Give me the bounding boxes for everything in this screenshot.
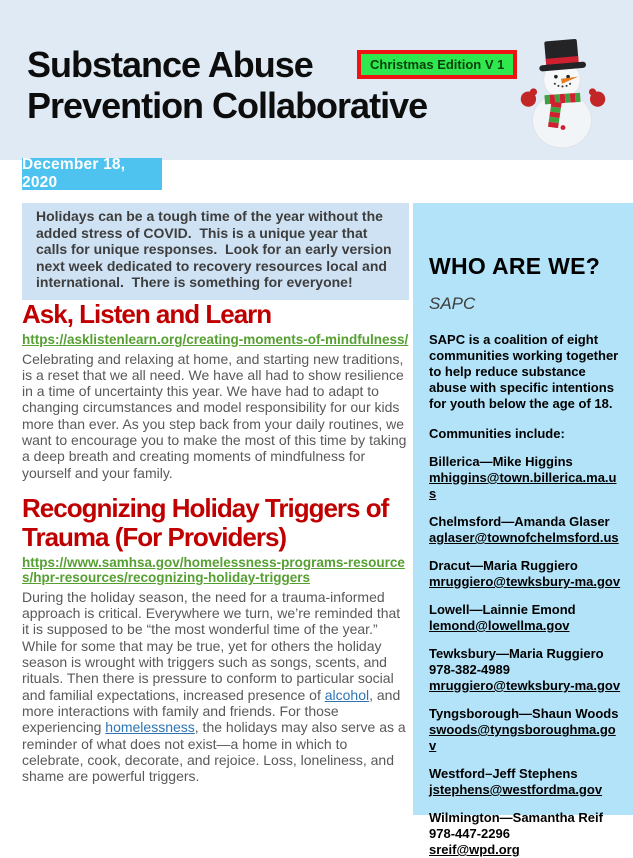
community-email[interactable]: swoods@tyngsboroughma.gov — [429, 722, 616, 753]
holiday-triggers-text-1: During the holiday season, the need for a trauma-informed approach is critical. Everywhere we turn, we’re reminded that it is supposed to be “the most wonderful time of the year.” While for some that may be true, yet for others the holiday season is wrought with triggers such as songs, scents, and rituals. Then there is pressure to conform to particular social and familial expectations, increased presence of — [22, 588, 401, 703]
section-heading-holiday-triggers: Recognizing Holiday Triggers of Trauma (For Providers) — [22, 492, 389, 552]
holiday-triggers-text-3: , the holidays may also serve as a reminder of what does not exist—a home in which to celebrate, cook, decorate, and rejoice. Loss, loneliness, and shame are powerful triggers. — [22, 719, 406, 785]
community-name: Billerica—Mike Higgins — [429, 454, 573, 469]
community-entry-westford — [429, 766, 621, 798]
community-entry-dracut — [429, 558, 621, 590]
page-title-line2: Prevention Collaborative — [27, 85, 428, 126]
community-email[interactable]: aglaser@townofchelmsford.us — [429, 530, 619, 545]
community-email[interactable]: sreif@wpd.org — [429, 842, 520, 857]
community-email[interactable]: mhiggins@town.billerica.ma.us — [429, 470, 617, 501]
samhsa-link[interactable]: https://www.samhsa.gov/homelessness-programs-resources/hpr-resources/recognizing-holiday-triggers — [22, 554, 405, 586]
homelessness-link[interactable]: homelessness — [105, 719, 195, 736]
community-entry-lowell — [429, 602, 621, 634]
section-heading-ask-listen-learn: Ask, Listen and Learn — [22, 299, 272, 329]
page-title-line1: Substance Abuse — [27, 44, 313, 85]
community-name: Wilmington—Samantha Reif — [429, 810, 603, 825]
community-name: Chelmsford—Amanda Glaser — [429, 514, 610, 529]
community-name: Lowell—Lainnie Emond — [429, 602, 576, 617]
community-name: Tyngsborough—Shaun Woods — [429, 706, 619, 721]
header-band — [0, 0, 633, 160]
sapc-description: SAPC is a coalition of eight communities working together to help reduce substance abuse with specific intentions for youth below the age of 18. — [429, 332, 619, 411]
who-are-we-heading: WHO ARE WE? — [429, 253, 601, 279]
community-entry-tewksbury — [429, 646, 621, 694]
sidebar — [413, 203, 633, 857]
community-name: Westford–Jeff Stephens — [429, 766, 578, 781]
community-entry-chelmsford — [429, 514, 621, 546]
main-column — [22, 300, 410, 797]
christmas-edition-badge: Christmas Edition V 1 — [357, 50, 517, 79]
community-email[interactable]: mruggiero@tewksbury-ma.gov — [429, 574, 621, 589]
community-name: Dracut—Maria Ruggiero — [429, 558, 578, 573]
sapc-subheading: SAPC — [429, 294, 476, 313]
community-phone: 978-447-2296 — [429, 826, 510, 841]
ask-listen-learn-paragraph: Celebrating and relaxing at home, and starting new traditions, is a reset that we all need. We have all had to show resilience in a time of uncertainty this year. We have had to adapt to changing circumstances and model responsibility for our kids more than ever. As you step back from your daily routines, we want to encourage you to make the most of this time by taking a deep breath and creating moments of mindfulness for yourself and your family. — [22, 350, 407, 481]
snowman-icon — [512, 38, 614, 152]
community-entry-billerica — [429, 454, 621, 502]
community-email[interactable]: lemond@lowellma.gov — [429, 618, 570, 633]
date-banner: December 18, 2020 — [22, 158, 162, 190]
snowman-hat — [537, 38, 586, 71]
communities-label: Communities include: — [429, 426, 565, 441]
asklistenlearn-link[interactable]: https://asklistenlearn.org/creating-moments-of-mindfulness/ — [22, 332, 409, 347]
community-email[interactable]: mruggiero@tewksbury-ma.gov — [429, 678, 621, 693]
holiday-triggers-paragraph — [22, 589, 410, 785]
alcohol-link[interactable]: alcohol — [324, 686, 370, 703]
community-email[interactable]: jstephens@westfordma.gov — [429, 782, 603, 797]
community-phone: 978-382-4989 — [429, 662, 510, 677]
community-name: Tewksbury—Maria Ruggiero — [429, 646, 604, 661]
community-entry-tyngsborough — [429, 706, 621, 754]
community-entry-wilmington — [429, 810, 621, 858]
holiday-triggers-text-2: , and more interactions with family and friends. For those experiencing — [22, 686, 401, 736]
intro-box: Holidays can be a tough time of the year without the added stress of COVID. This is a unique year that calls for unique responses. Look for an early version next week dedicated to recovery resources local and international. There is something for everyone! — [22, 203, 409, 300]
